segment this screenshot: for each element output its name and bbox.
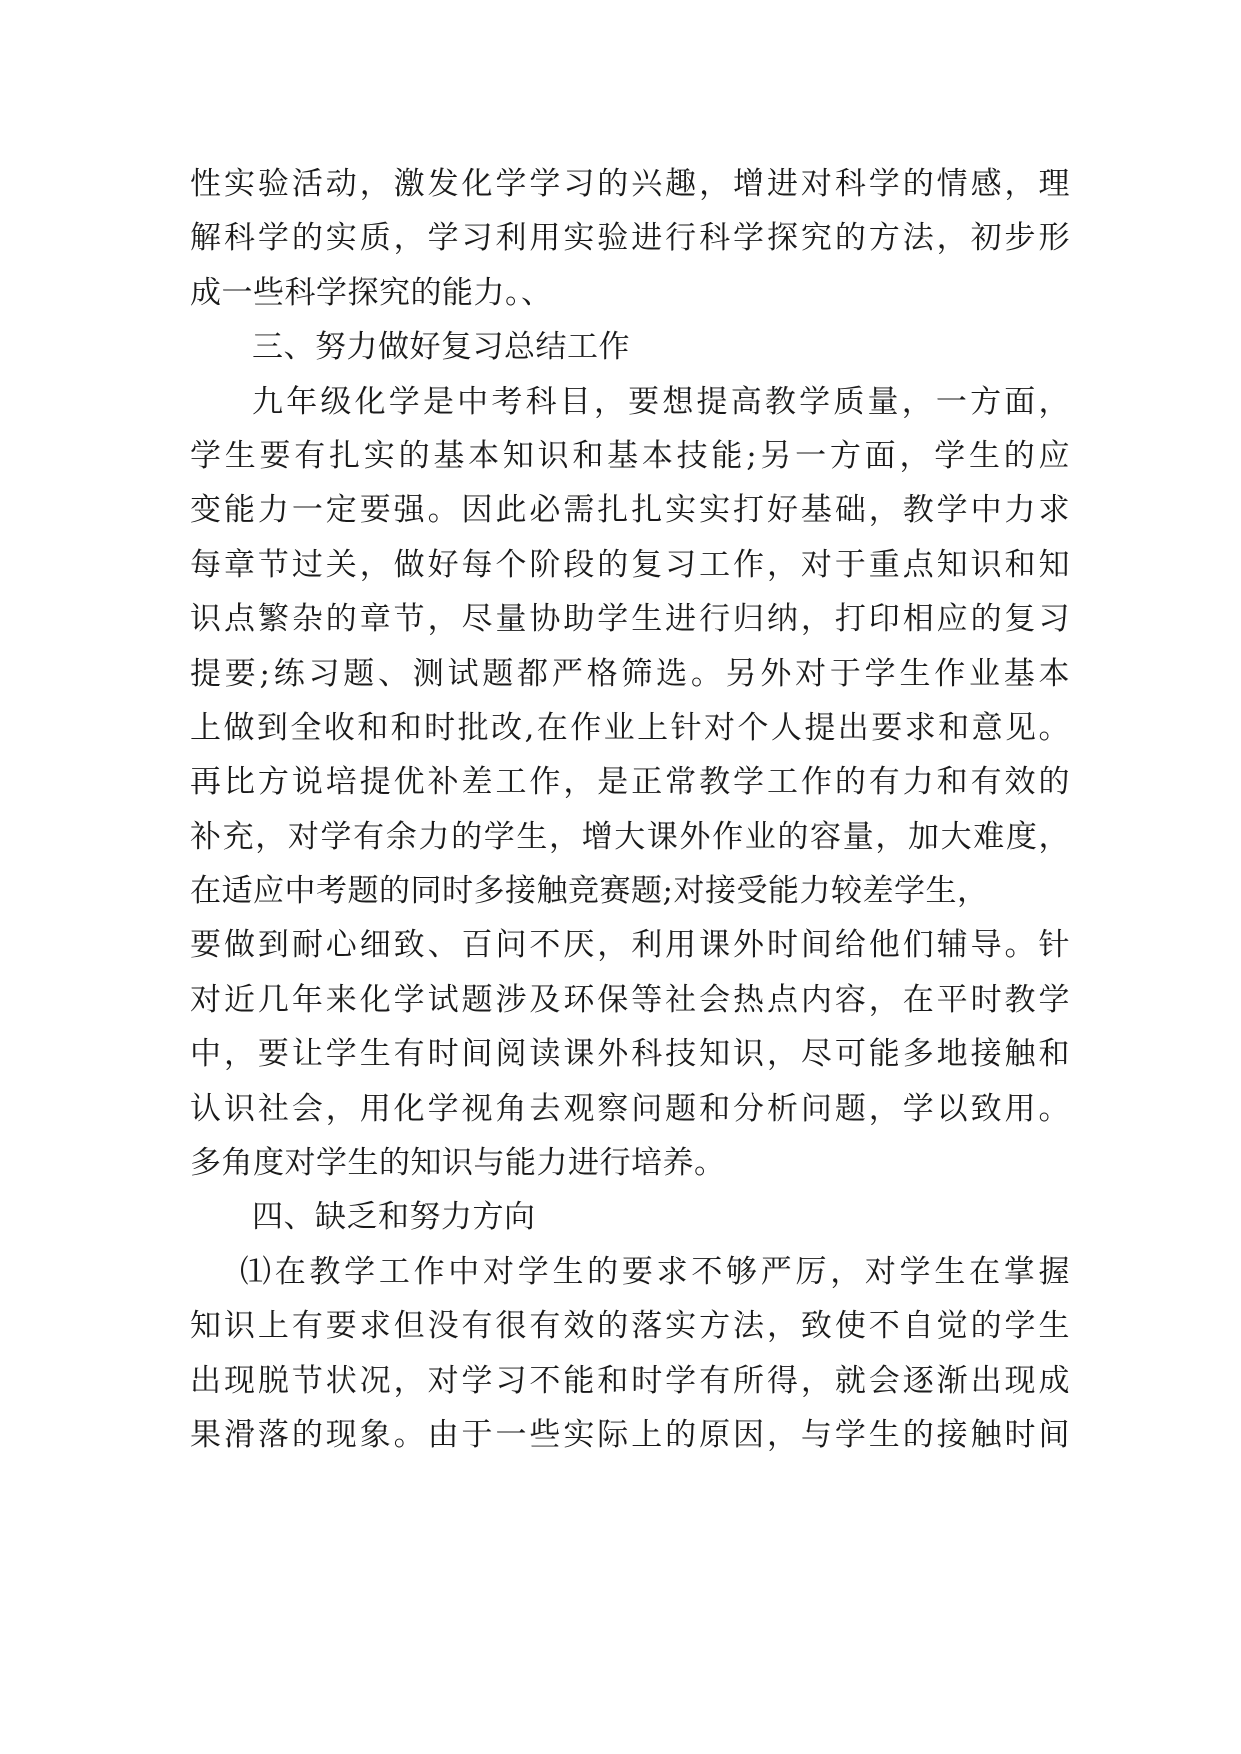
- text-line: 成一些科学探究的能力。、: [190, 274, 553, 311]
- text-line: 学生要有扎实的基本知识和基本技能;另一方面，学生的应: [190, 437, 1070, 474]
- text-line: 再比方说培提优补差工作，是正常教学工作的有力和有效的: [190, 764, 1070, 801]
- text-line: ⑴在教学工作中对学生的要求不够严厉，对学生在掌握: [240, 1253, 1070, 1290]
- text-line: 识点繁杂的章节，尽量协助学生进行归纳，打印相应的复习: [190, 601, 1070, 638]
- text-line: 上做到全收和和时批改,在作业上针对个人提出要求和意见。: [190, 709, 1070, 746]
- text-line: 认识社会，用化学视角去观察问题和分析问题，学以致用。: [190, 1090, 1070, 1127]
- text-line: 在适应中考题的同时多接触竞赛题;对接受能力较差学生，: [190, 873, 989, 910]
- section-heading: 四、缺乏和努力方向: [252, 1199, 536, 1236]
- text-line: 要做到耐心细致、百问不厌，利用课外时间给他们辅导。针: [190, 927, 1070, 964]
- text-line: 多角度对学生的知识与能力进行培养。: [190, 1145, 726, 1182]
- text-line: 对近几年来化学试题涉及环保等社会热点内容，在平时教学: [190, 981, 1070, 1018]
- text-line: 出现脱节状况，对学习不能和时学有所得，就会逐渐出现成: [190, 1362, 1070, 1399]
- text-line: 知识上有要求但没有很有效的落实方法，致使不自觉的学生: [190, 1308, 1070, 1345]
- text-line: 补充，对学有余力的学生，增大课外作业的容量，加大难度，: [190, 818, 1070, 855]
- text-line: 性实验活动，激发化学学习的兴趣，增进对科学的情感，理: [190, 166, 1070, 202]
- text-line: 变能力一定要强。因此必需扎扎实实打好基础，教学中力求: [190, 492, 1070, 529]
- section-heading: 三、努力做好复习总结工作: [252, 329, 630, 366]
- text-line: 每章节过关，做好每个阶段的复习工作，对于重点知识和知: [190, 546, 1070, 583]
- text-line: 中，要让学生有时间阅读课外科技知识，尽可能多地接触和: [190, 1036, 1070, 1073]
- text-line: 果滑落的现象。由于一些实际上的原因，与学生的接触时间: [190, 1416, 1070, 1453]
- text-line: 解科学的实质，学习利用实验进行科学探究的方法，初步形: [190, 220, 1070, 257]
- text-line: 提要;练习题、测试题都严格筛选。另外对于学生作业基本: [190, 655, 1070, 692]
- document-body: [190, 157, 1070, 1462]
- text-line: 九年级化学是中考科目，要想提高教学质量，一方面，: [252, 383, 1070, 420]
